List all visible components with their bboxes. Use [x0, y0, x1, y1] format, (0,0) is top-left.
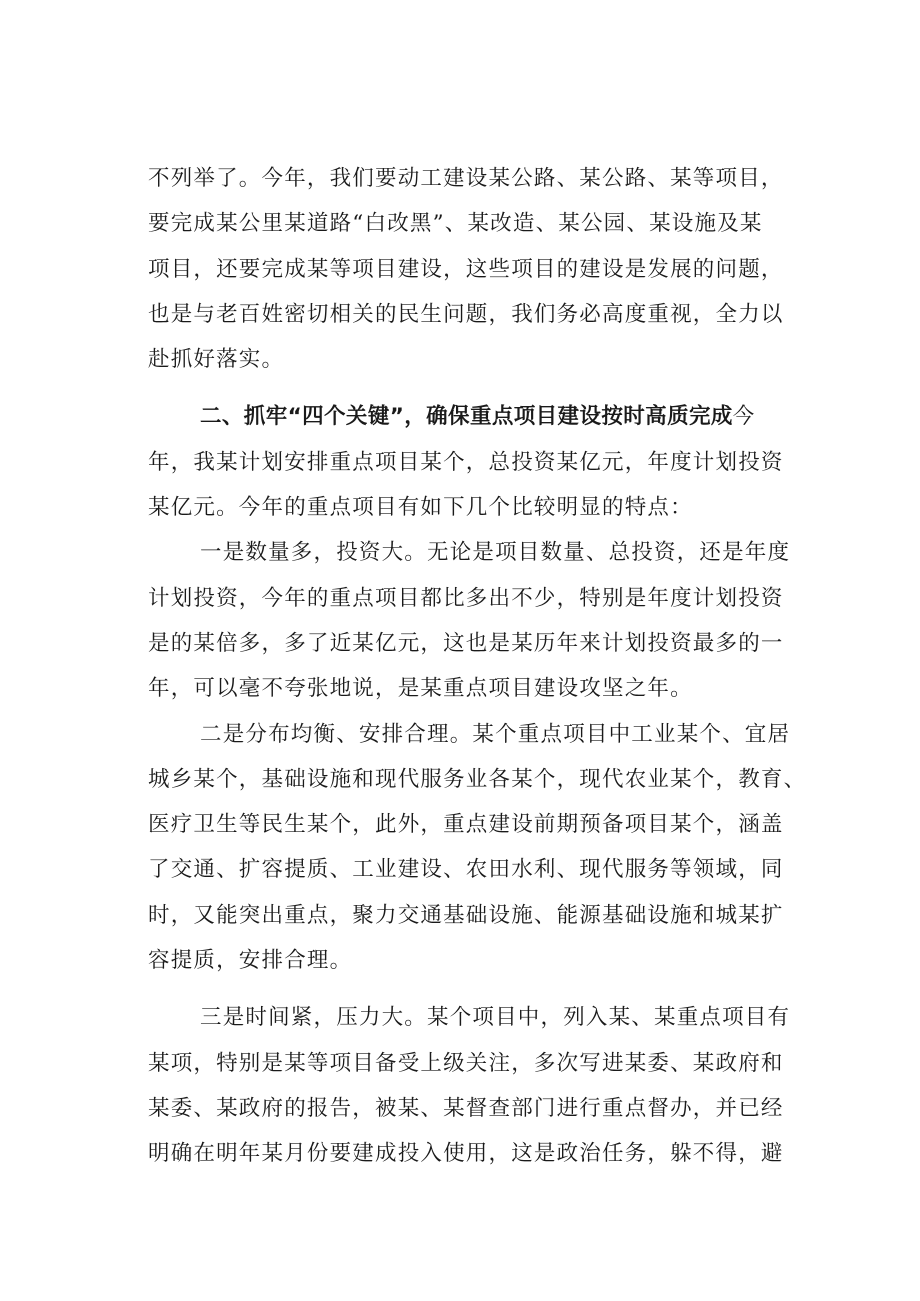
text-line: 二是分布均衡、安排合理。某个重点项目中工业某个、宜居 — [200, 721, 791, 747]
section-heading-tail: 今 — [732, 404, 756, 430]
paragraph-3 — [148, 530, 808, 711]
text-line: 某项，特别是某等项目备受上级关注，多次写进某委、某政府和 — [148, 1050, 784, 1076]
text-line: 项目，还要完成某等项目建设，这些项目的建设是发展的问题， — [148, 256, 784, 282]
text-line: 容提质，安排合理。 — [148, 948, 353, 974]
document-page — [148, 156, 808, 1177]
text-line: 城乡某个，基础设施和现代服务业各某个，现代农业某个，教育、 — [148, 766, 807, 792]
text-line: 某亿元。今年的重点项目有如下几个比较明显的特点： — [148, 495, 693, 521]
text-line: 也是与老百姓密切相关的民生问题，我们务必高度重视，全力以 — [148, 301, 784, 327]
text-line: 明确在明年某月份要建成投入使用，这是政治任务，躲不得，避 — [148, 1141, 784, 1167]
paragraph-5 — [148, 995, 808, 1176]
text-line: 赴抓好落实。 — [148, 347, 285, 373]
text-line: 一是数量多，投资大。无论是项目数量、总投资，还是年度 — [200, 540, 791, 566]
text-line: 了交通、扩容提质、工业建设、农田水利、现代服务等领域，同 — [148, 857, 784, 883]
text-line: 不列举了。今年，我们要动工建设某公路、某公路、某等项目， — [148, 166, 784, 191]
text-line: 计划投资，今年的重点项目都比多出不少，特别是年度计划投资 — [148, 585, 784, 611]
text-line: 某委、某政府的报告，被某、某督查部门进行重点督办，并已经 — [148, 1095, 784, 1121]
text-line: 要完成某公里某道路“白改黑”、某改造、某公园、某设施及某 — [148, 211, 763, 237]
paragraph-1 — [148, 156, 808, 382]
section-heading — [148, 394, 808, 439]
section-heading-title: 二、抓牢“四个关键”，确保重点项目建设按时高质完成 — [200, 404, 733, 430]
paragraph-2 — [148, 394, 808, 530]
text-line: 时，又能突出重点，聚力交通基础设施、能源基础设施和城某扩 — [148, 902, 784, 928]
text-line: 是的某倍多，多了近某亿元，这也是某历年来计划投资最多的一 — [148, 630, 784, 656]
text-line: 年，我某计划安排重点项目某个，总投资某亿元，年度计划投资 — [148, 449, 784, 475]
text-line: 医疗卫生等民生某个，此外，重点建设前期预备项目某个，涵盖 — [148, 812, 784, 838]
text-line: 年，可以毫不夸张地说，是某重点项目建设攻坚之年。 — [148, 676, 693, 702]
text-line: 三是时间紧，压力大。某个项目中，列入某、某重点项目有 — [200, 1005, 791, 1031]
paragraph-4 — [148, 712, 808, 984]
